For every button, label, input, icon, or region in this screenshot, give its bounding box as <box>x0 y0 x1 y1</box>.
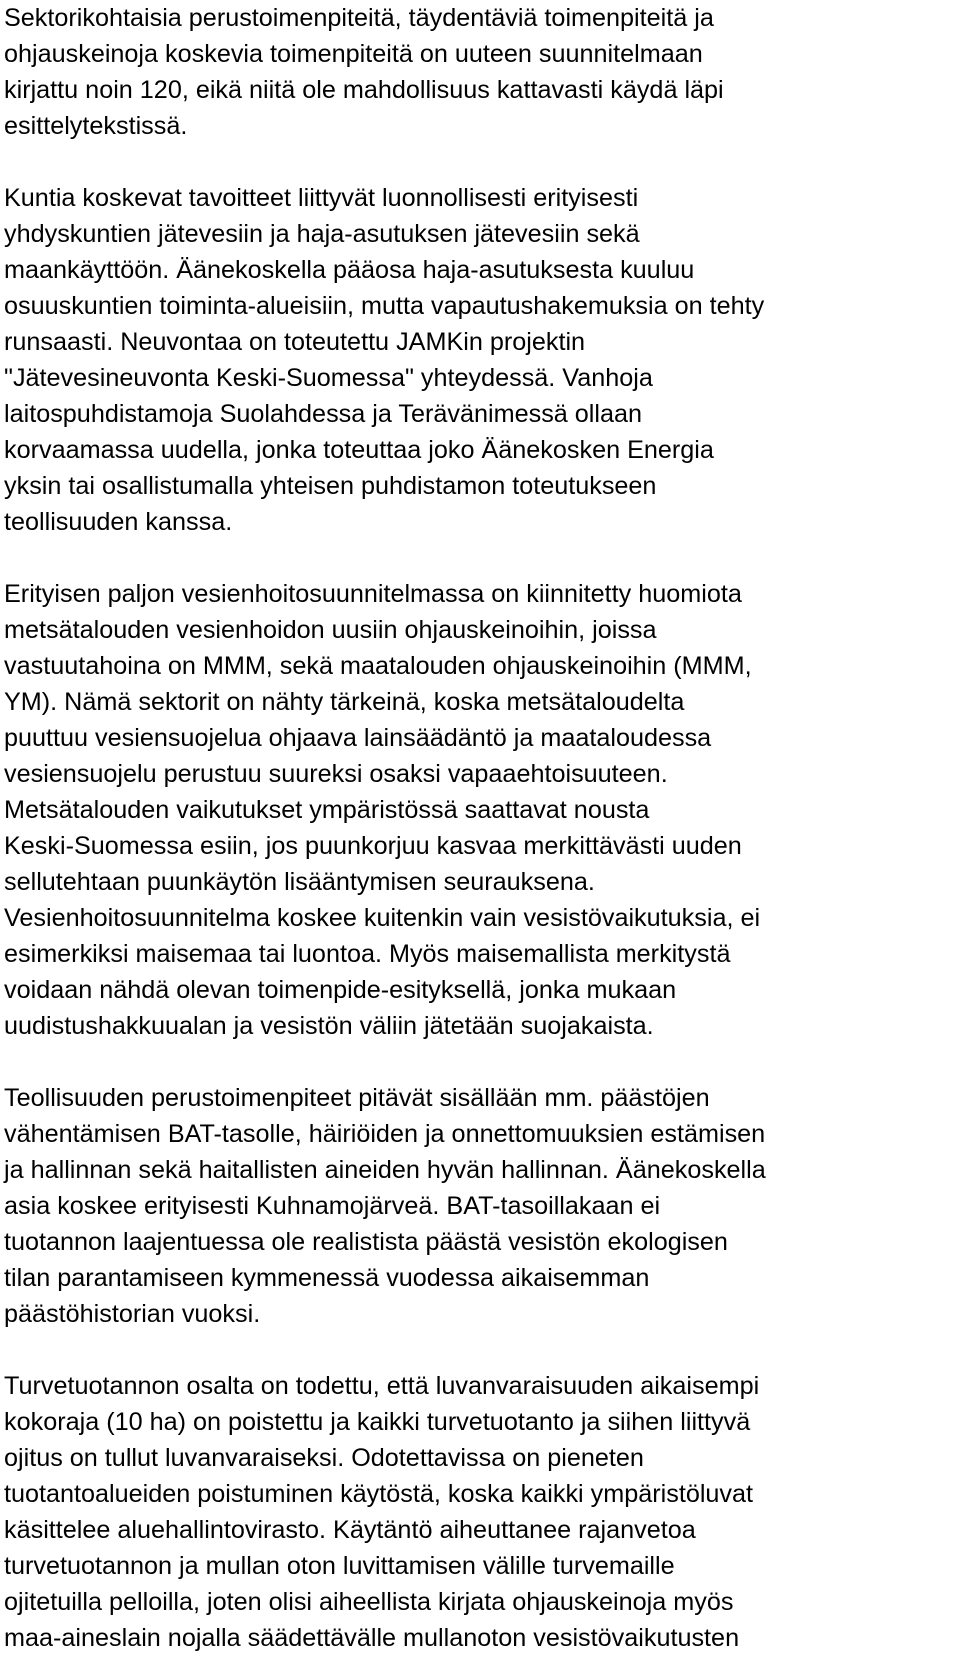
text-line: vähentämisen BAT-tasolle, häiriöiden ja onnettomuuksien estämisen <box>4 1120 766 1148</box>
text-line: ja hallinnan sekä haitallisten aineiden hyvän hallinnan. Äänekoskella <box>4 1156 766 1184</box>
text-line: osuuskuntien toiminta-alueisiin, mutta vapautushakemuksia on tehty <box>4 292 765 320</box>
text-line: Vesienhoitosuunnitelma koskee kuitenkin vain vesistövaikutuksia, ei <box>4 904 761 932</box>
text-line: asia koskee erityisesti Kuhnamojärveä. BAT-tasoillakaan ei <box>4 1192 661 1220</box>
text-line: turvetuotannon ja mullan oton luvittamisen välille turvemaille <box>4 1552 675 1580</box>
text-line: runsaasti. Neuvontaa on toteutettu JAMKin projektin <box>4 328 586 356</box>
text-line: Teollisuuden perustoimenpiteet pitävät sisällään mm. päästöjen <box>4 1084 710 1112</box>
paragraph-gap <box>4 1044 960 1080</box>
text-line: yksin tai osallistumalla yhteisen puhdistamon toteutukseen <box>4 472 657 500</box>
text-line: kirjattu noin 120, eikä niitä ole mahdollisuus kattavasti käydä läpi <box>4 76 724 104</box>
text-line: laitospuhdistamoja Suolahdessa ja Terävänimessä ollaan <box>4 400 643 428</box>
paragraph-municipalities <box>4 180 960 540</box>
text-line: uudistushakkuualan ja vesistön väliin jätetään suojakaista. <box>4 1012 654 1040</box>
text-line: sellutehtaan puunkäytön lisääntymisen seurauksena. <box>4 868 595 896</box>
text-line: tilan parantamiseen kymmenessä vuodessa aikaisemman <box>4 1264 650 1292</box>
text-line: teollisuuden kanssa. <box>4 508 233 536</box>
text-line: vesiensuojelu perustuu suureksi osaksi vapaaehtoisuuteen. <box>4 760 668 788</box>
text-line: päästöhistorian vuoksi. <box>4 1300 261 1328</box>
document-page <box>4 0 960 1656</box>
text-line: puuttuu vesiensuojelua ohjaava lainsäädäntö ja maataloudessa <box>4 724 712 752</box>
text-line: Turvetuotannon osalta on todettu, että luvanvaraisuuden aikaisempi <box>4 1372 760 1400</box>
paragraph-gap <box>4 144 960 180</box>
text-line: metsätalouden vesienhoidon uusiin ohjauskeinoihin, joissa <box>4 616 657 644</box>
paragraph-measures-intro <box>4 0 960 144</box>
paragraph-forestry-agriculture <box>4 576 960 1044</box>
text-line: vastuutahoina on MMM, sekä maatalouden ohjauskeinoihin (MMM, <box>4 652 752 680</box>
text-line: "Jätevesineuvonta Keski-Suomessa" yhteydessä. Vanhoja <box>4 364 653 392</box>
paragraph-gap <box>4 540 960 576</box>
paragraph-industry <box>4 1080 960 1332</box>
text-line: Sektorikohtaisia perustoimenpiteitä, täydentäviä toimenpiteitä ja <box>4 4 714 32</box>
text-line: maankäyttöön. Äänekoskella pääosa haja-asutuksesta kuuluu <box>4 256 695 284</box>
text-line: voidaan nähdä olevan toimenpide-esityksellä, jonka mukaan <box>4 976 677 1004</box>
text-line: YM). Nämä sektorit on nähty tärkeinä, koska metsätaloudelta <box>4 688 685 716</box>
text-line: yhdyskuntien jätevesiin ja haja-asutuksen jätevesiin sekä <box>4 220 640 248</box>
text-line: ojitetuilla pelloilla, joten olisi aiheellista kirjata ohjauskeinoja myös <box>4 1588 734 1616</box>
text-line: tuotantoalueiden poistuminen käytöstä, koska kaikki ympäristöluvat <box>4 1480 754 1508</box>
text-line: korvaamassa uudella, jonka toteuttaa joko Äänekosken Energia <box>4 436 714 464</box>
text-line: Kuntia koskevat tavoitteet liittyvät luonnollisesti erityisesti <box>4 184 639 212</box>
paragraph-peat-production <box>4 1368 960 1656</box>
text-line: esimerkiksi maisemaa tai luontoa. Myös maisemallista merkitystä <box>4 940 731 968</box>
text-line: tuotannon laajentuessa ole realistista päästä vesistön ekologisen <box>4 1228 728 1256</box>
text-line: Erityisen paljon vesienhoitosuunnitelmassa on kiinnitetty huomiota <box>4 580 742 608</box>
text-line: käsittelee aluehallintovirasto. Käytäntö aiheuttanee rajanvetoa <box>4 1516 696 1544</box>
text-line: ohjauskeinoja koskevia toimenpiteitä on uuteen suunnitelmaan <box>4 40 703 68</box>
text-line: kokoraja (10 ha) on poistettu ja kaikki turvetuotanto ja siihen liittyvä <box>4 1408 751 1436</box>
paragraph-gap <box>4 1332 960 1368</box>
text-line: Metsätalouden vaikutukset ympäristössä saattavat nousta <box>4 796 650 824</box>
text-line: ojitus on tullut luvanvaraiseksi. Odotettavissa on pieneten <box>4 1444 644 1472</box>
text-line: maa-aineslain nojalla säädettävälle mullanoton vesistövaikutusten <box>4 1624 740 1652</box>
text-line: esittelytekstissä. <box>4 112 188 140</box>
text-line: Keski-Suomessa esiin, jos puunkorjuu kasvaa merkittävästi uuden <box>4 832 742 860</box>
